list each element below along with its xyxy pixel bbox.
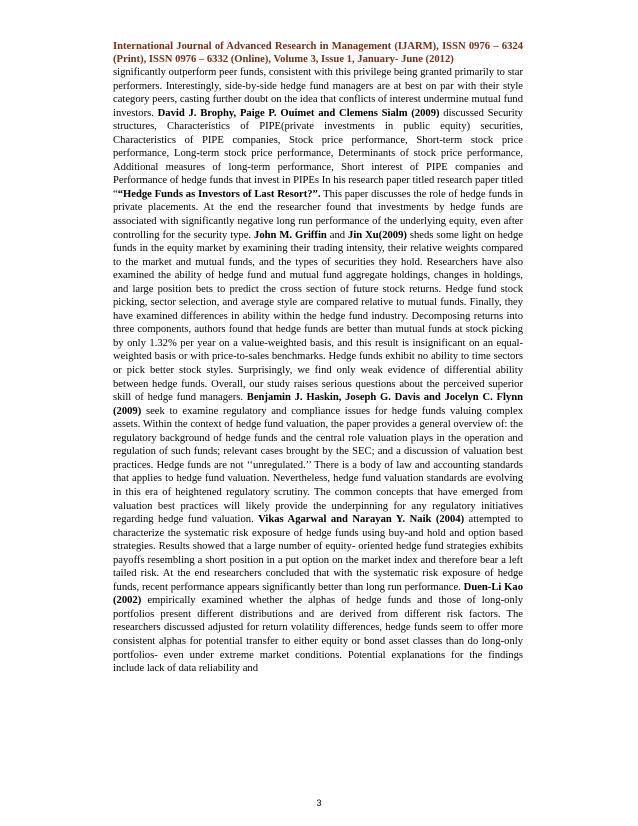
page-number: 3 xyxy=(316,798,322,808)
journal-header: International Journal of Advanced Research in Management (IJARM), ISSN 0976 – 6324 (Print), ISSN 0976 – 6332 (Online), Volume 3, Issue 1, January- June (2012) xyxy=(113,41,523,65)
body-text-run: significantly outperform peer funds, consistent with this privilege being granted primarily to star performers. Interestingly, side-by-side hedge fund managers are at best on par with their style category peers, casting further doubt on the idea that conflicts of interest undermine mutual fund investors. xyxy=(113,67,523,119)
author-citation: Jin Xu(2009) xyxy=(348,229,407,241)
paper-page xyxy=(113,40,523,676)
body-text-run: empirically examined whether the alphas of hedge funds and those of long-only portfolios present different distributions and are derived from different risk factors. The researchers discussed adjusted for return volatility differences, hedge funds seem to offer more consistent alphas for potential transfer to either equity or bond asset classes than do long-only portfolios- even under extreme market conditions. Potential explanations for the findings include lack of data reliability and xyxy=(113,595,523,675)
author-citation: Benjamin J. Haskin, Joseph G. Davis and Jocelyn C. Flynn (2009) xyxy=(113,392,523,417)
body-paragraph xyxy=(113,66,523,676)
body-text-run: and xyxy=(326,229,349,241)
author-citation: John M. Griffin xyxy=(254,229,327,241)
body-text-run: sheds some light on hedge funds in the equity market by examining their trading intensity, their relative weights compared to the market and mutual funds, and the types of securities they hold. Researchers have also examined the ability of hedge fund and mutual fund aggregate holdings, changes in holdings, and large position bets to predict the cross section of future stock returns. Hedge fund stock picking, sector selection, and average style are compared relative to mutual funds. Finally, they have examined differences in ability within the hedge fund industry. Decomposing returns into three components, authors found that hedge funds are better than mutual funds at stock picking by only 1.32% per year on a value-weighted basis, and this result is insignificant on an equal-weighted basis or with price-to-sales benchmarks. Hedge funds exhibit no ability to time sectors or pick better stock styles. Surprisingly, we find only weak evidence of differential ability between hedge funds. Overall, our study raises serious questions about the perceived superior skill of hedge fund managers. xyxy=(113,229,523,404)
author-citation: Vikas Agarwal and Narayan Y. Naik (2004) xyxy=(258,514,465,526)
body-text-run: attempted to characterize the systematic risk exposure of hedge funds using buy-and hold and option based strategies. Results showed that a large number of equity- oriented hedge fund strategies exhibits payoffs resembling a short position in a put option on the market index and therefore bear a left tailed risk. At the end researchers concluded that with the systematic risk exposure of hedge funds, recent performance appears significantly better than long run performance. xyxy=(113,514,523,593)
author-citation: Duen-Li Kao (2002) xyxy=(113,581,524,607)
author-citation: David J. Brophy, Paige P. Ouimet and Clemens Sialm (2009) xyxy=(157,107,440,119)
body-text-run: discussed Security structures, Characteristics of PIPE(private investments in public equity) securities, Characteristics of PIPE companies, Stock price performance, Short-term stock price performance, Long-term stock price performance, Determinants of stock price performance, Additional measures of long-term performance, Short interest of PIPE companies and Performance of hedge funds that invest in PIPEs In his research paper titled research paper titled “ xyxy=(113,107,523,200)
body-text-run: This paper discusses the role of hedge funds in private placements. At the end the researcher found that investments by hedge funds are associated with significantly negative long run performance of the underlying equity, even after controlling for the security type. xyxy=(113,188,523,241)
body-text-run: seek to examine regulatory and compliance issues for hedge funds valuing complex assets. Within the context of hedge fund valuation, the paper provides a general overview of: the regulatory background of hedge funds and the central role valuation plays in the operation and regulation of such funds; relevant cases brought by the SEC; and a discussion of valuation best practices. Hedge funds are not ‘‘unregulated.’’ There is a body of law and accounting standards that applies to hedge fund valuation. Nevertheless, hedge fund valuation standards are evolving in this era of heightened regulatory scrutiny. The common concepts that have emerged from valuation best practices will likely provide the underpinning for any regulatory initiatives regarding hedge fund valuation. xyxy=(113,405,523,526)
author-citation: “Hedge Funds as Investors of Last Resort?”. xyxy=(117,188,321,200)
